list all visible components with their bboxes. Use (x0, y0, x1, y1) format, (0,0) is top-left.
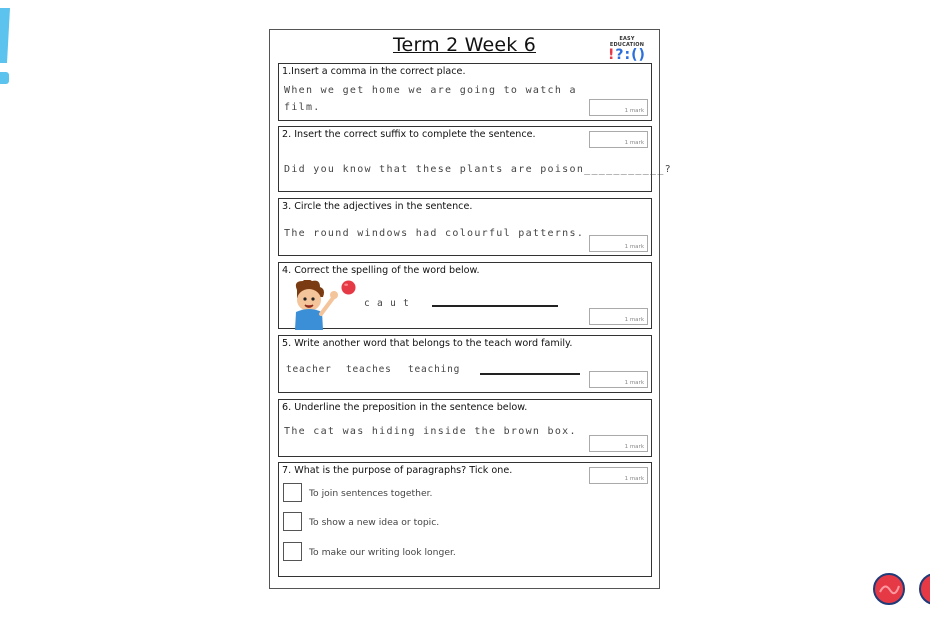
question-2-sentence: Did you know that these plants are poison___________? (284, 164, 672, 175)
question-1-mark-box[interactable]: 1 mark (589, 99, 648, 116)
question-7 (278, 462, 652, 577)
red-scribble-circle-icon[interactable] (872, 572, 906, 606)
worksheet-title: Term 2 Week 6 (392, 34, 536, 56)
logo-text: EASY EDUCATION (609, 36, 645, 48)
answer-line-4[interactable] (432, 305, 558, 307)
question-4 (278, 262, 652, 329)
question-3-heading: 3. Circle the adjectives in the sentence. (282, 201, 473, 212)
question-1-sentence-line-1: When we get home we are going to watch a (284, 85, 577, 96)
worksheet-page (269, 29, 672, 589)
tick-box-option-1[interactable] (283, 483, 302, 502)
logo-glyphs: !?:() (608, 47, 646, 63)
question-7-heading: 7. What is the purpose of paragraphs? Tick one. (282, 465, 513, 476)
easy-education-logo (602, 36, 652, 63)
option-2-label: To show a new idea or topic. (309, 517, 440, 528)
red-circle-icon-partial[interactable] (918, 572, 930, 606)
question-4-mark-box[interactable]: 1 mark (589, 308, 648, 325)
question-6-sentence: The cat was hiding inside the brown box. (284, 426, 577, 437)
boy-with-ball-illustration (283, 280, 345, 330)
answer-line-5[interactable] (480, 373, 580, 375)
question-1-sentence-line-2: film. (284, 102, 321, 113)
question-3 (278, 198, 652, 256)
question-4-heading: 4. Correct the spelling of the word below. (282, 265, 480, 276)
question-5-heading: 5. Write another word that belongs to the teach word family. (282, 338, 573, 349)
question-2 (278, 126, 672, 192)
option-3-label: To make our writing look longer. (309, 547, 456, 558)
question-2-mark-box[interactable]: 1 mark (589, 131, 648, 148)
tick-box-option-2[interactable] (283, 512, 302, 531)
question-7-mark-box[interactable]: 1 mark (589, 467, 648, 484)
exclamation-decoration-icon (0, 8, 12, 88)
red-ball-icon (341, 280, 356, 295)
question-2-heading: 2. Insert the correct suffix to complete the sentence. (282, 129, 536, 140)
question-5 (278, 335, 652, 393)
question-6 (278, 399, 652, 457)
question-3-sentence: The round windows had colourful patterns. (284, 228, 585, 239)
question-3-mark-box[interactable]: 1 mark (589, 235, 648, 252)
option-1-label: To join sentences together. (309, 488, 433, 499)
question-5-mark-box[interactable]: 1 mark (589, 371, 648, 388)
family-word-3: teaching (408, 364, 461, 375)
misspelled-word: c a u t (364, 298, 410, 309)
question-1-heading: 1.Insert a comma in the correct place. (282, 66, 466, 77)
family-word-2: teaches (346, 364, 392, 375)
question-6-heading: 6. Underline the preposition in the sentence below. (282, 402, 528, 413)
tick-box-option-3[interactable] (283, 542, 302, 561)
question-6-mark-box[interactable]: 1 mark (589, 435, 648, 452)
question-1 (278, 63, 652, 121)
family-word-1: teacher (286, 364, 332, 375)
